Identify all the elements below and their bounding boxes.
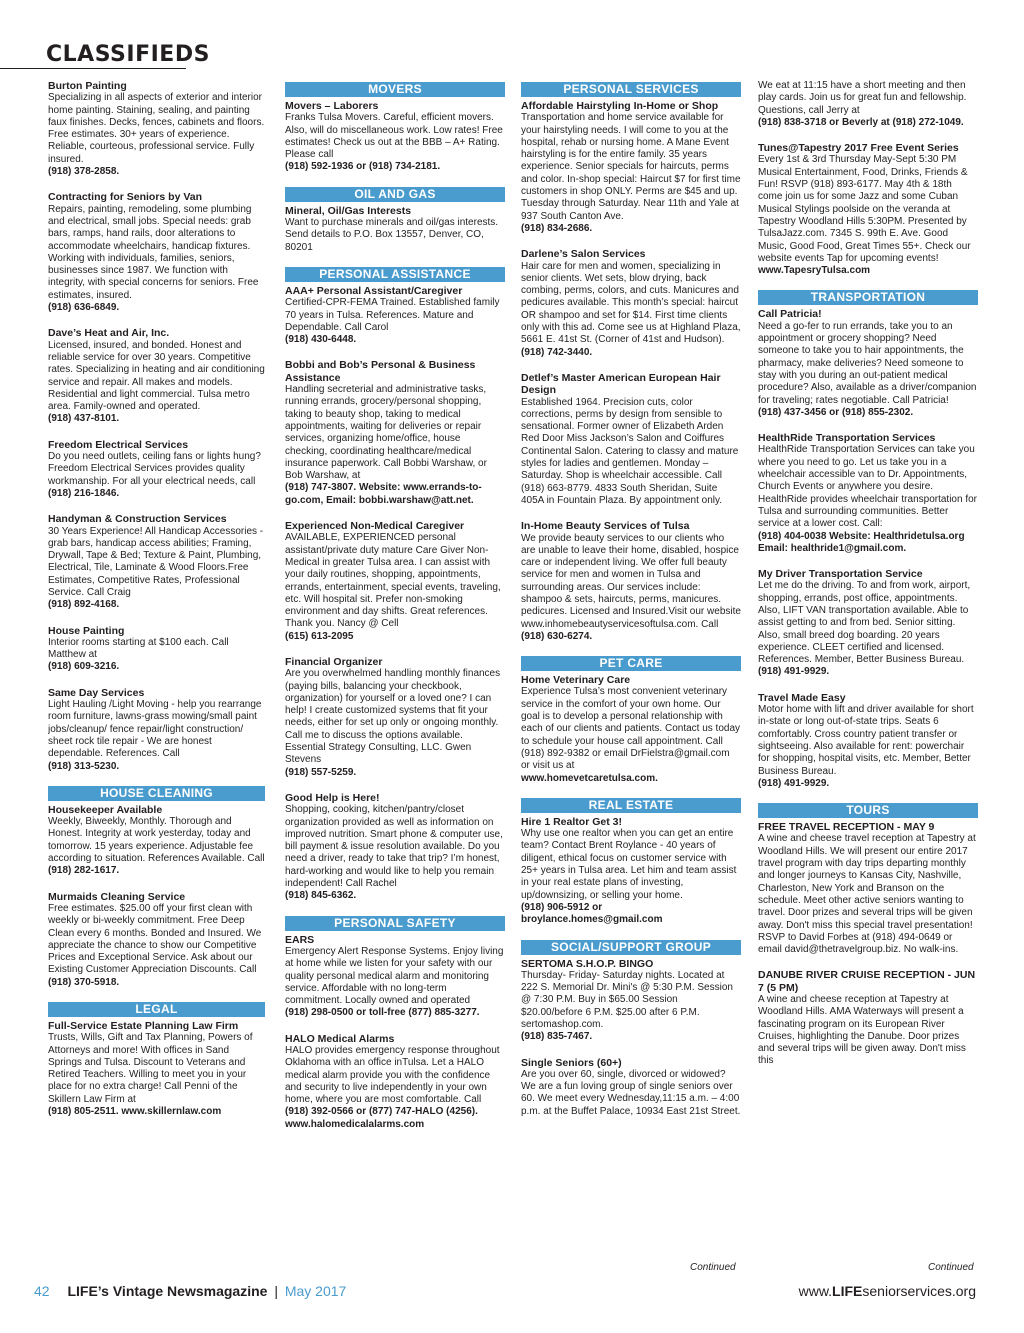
ad-contact: (615) 613-2095 xyxy=(285,630,354,642)
ad-title: Hire 1 Realtor Get 3! xyxy=(521,815,622,828)
ad-body: Light Hauling /Light Moving - help you rearrange room furniture, lawns-grass mowing/small paint jobs/cleanup/ fence repair/light construction/ sheet rock tile repair - We are honest dependable. References. Call xyxy=(48,699,262,760)
ad-contact: (918) 906-5912 or broylance.homes@gmail.com xyxy=(521,901,663,926)
classified-ad xyxy=(285,520,505,643)
ad-title: Freedom Electrical Services xyxy=(48,438,189,451)
website-brand: LIFE xyxy=(832,1283,863,1299)
classified-ad xyxy=(758,568,978,679)
column-4 xyxy=(758,80,978,1260)
ad-title: EARS xyxy=(285,933,315,946)
ad-body: Are you overwhelmed handling monthly finances (paying bills, balancing your checkbook, organization) for yourself or a loved one? I can help! I create customized systems that fit your needs, either for set up only or ongoing monthly. Call me to discuss the options available. Essential Strategy Consulting, LLC. Gwen Stevens xyxy=(285,668,501,766)
classified-ad xyxy=(521,674,741,785)
ad-title: Full-Service Estate Planning Law Firm xyxy=(48,1020,239,1032)
classified-ad xyxy=(521,100,741,235)
ad-title: My Driver Transportation Service xyxy=(758,568,923,581)
classified-ad xyxy=(285,359,505,507)
classified-ad xyxy=(285,285,505,346)
ad-title: Movers – Laborers xyxy=(285,100,379,112)
ad-title: Call Patricia! xyxy=(758,308,822,321)
ad-contact: (918) 313-5230. xyxy=(48,760,120,772)
ad-contact: (918) 437-8101. xyxy=(48,413,120,425)
ad-body: Trusts, Wills, Gift and Tax Planning, Powers of Attorneys and more! With offices in Sand Springs and Tulsa. Discount to Veterans and Retired Teachers. Willing to meet you in your place for no extra charge! Call Penni of the Skillern Law Firm at xyxy=(48,1032,253,1105)
classified-ad xyxy=(48,327,265,425)
classified-ad xyxy=(758,821,978,956)
classified-ad xyxy=(48,191,265,314)
ad-body: Want to purchase minerals and oil/gas interests. Send details to P.O. Box 13557, Denver, CO, 80201 xyxy=(285,217,499,253)
ad-body: Experience Tulsa’s most convenient veterinary service in the comfort of your own home. Our goal is to develop a personal relationship with each of our clients and patients. Contact us today to schedule your house call appointment. Call (918) 892-9382 or email DrFielstra@gmail.com or visit us at xyxy=(521,686,741,772)
ad-contact: (918) 557-5259. xyxy=(285,766,357,778)
ad-contact: (918) 298-0500 or toll-free (877) 885-3277. xyxy=(285,1007,480,1019)
ad-contact: www.TapesryTulsa.com xyxy=(758,265,871,277)
ad-body: Free estimates. $25.00 off your first clean with weekly or bi-weekly commitment. Free Deep Clean every 6 months. Bonded and Insured. We appreciate the chance to show our Competitive Prices and Exceptional Service. Ask about our Existing Customer Appreciation Discounts. Call xyxy=(48,902,262,976)
ad-body: Transportation and home service available for your hairstyling needs. I will come to you at the hospital, rehab or nursing home. A Mane Event hairstyling is for the entire family. 35 years experience. Senior specials for haircuts, perms and color. In-shop special: Haircut $7 for first time customers in shop ONLY. Perms are $45 and up. Tuesday through Saturday. Near 11th and Yale at 937 South Canton Ave. xyxy=(521,112,741,222)
ad-title: DANUBE RIVER CRUISE RECEPTION - JUN 7 (5 PM) xyxy=(758,969,976,994)
classified-ad xyxy=(285,792,505,903)
footer-left xyxy=(34,1283,346,1299)
section-header: SOCIAL/SUPPORT GROUP xyxy=(521,940,741,955)
classified-ad xyxy=(285,205,505,254)
ad-contact: (918) 592-1936 or (918) 734-2181. xyxy=(285,161,441,173)
ad-contact: (918) 892-4168. xyxy=(48,599,120,611)
website-suffix: seniorservices.org xyxy=(862,1283,976,1299)
classified-ad xyxy=(521,372,741,507)
ad-body: Handling secreterial and administrative tasks, running errands, grocery/personal shopping, taking to beauty shop, taking to medical appointments, waiting for deliveries or repair services, organizing home/office, house checking, coordinating healthcare/medical insurance paperwork. Call Bobbi Warshaw, or Bob Warshaw, at xyxy=(285,384,487,482)
classified-ad xyxy=(758,142,978,277)
ad-body: Need a go-fer to run errands, take you to an appointment or grocery shopping? Need someone to take you to hair appointments, the pharmacy, make deliveries? Need someone to stay with you during an out-patient medical procedure? Also, available as a driver/companion for traveling; rates negotiable. Call Patricia! xyxy=(758,320,977,406)
issue-date: May 2017 xyxy=(284,1283,347,1299)
classified-ad xyxy=(48,687,265,773)
ad-contact: (918) 216-1846. xyxy=(48,487,120,499)
ad-title: Murmaids Cleaning Service xyxy=(48,890,186,903)
ad-title: FREE TRAVEL RECEPTION - MAY 9 xyxy=(758,821,935,834)
ad-body: A wine and cheese travel reception at Tapestry at Woodland Hills. We will present our entire 2017 travel program with day trips departing monthly and longer journeys to Kansas City, Nashville, Charleston, New York and Branson on the schedule. Meet other active seniors wanting to travel. Door prizes and several trips will be given away. Don't miss this special travel presentation! RSVP to David Forbes at (918) 494-0649 or email david@thetravelgroup.biz. No walk-ins. xyxy=(758,833,976,956)
ad-contact: www.homevetcaretulsa.com. xyxy=(521,772,658,784)
ad-body: Established 1964. Precision cuts, color corrections, perms by design from sensible to sensational. Former owner of Elizabeth Arden Red Door Miss Jackson’s Salon and Coiffures Continental Salon. Catering to classy and mature styles for ladies and gentlemen. Monday – Saturday. Shop is wheelchair accessible. Call (918) 663-8779. 4833 South Sheridan, Suite 405A in Fountain Plaza. By appointment only. xyxy=(521,396,739,506)
ad-contact: (918) 437-3456 or (918) 855-2302. xyxy=(758,406,914,418)
ad-contact: (918) 742-3440. xyxy=(521,346,593,358)
classified-ad xyxy=(758,969,978,1067)
ad-body: AVAILABLE, EXPERIENCED personal assistant/private duty mature Care Giver Non-Medical in greater Tulsa area. I can assist with your daily routines, shopping, appointments, errands, entertainment, special events, traveling, etc. Will hospital sit. Prefer non-smoking environment and day shifts. Great references. Thank you. Nancy @ Cell xyxy=(285,532,501,630)
ad-title: Home Veterinary Care xyxy=(521,674,631,687)
classified-ad xyxy=(285,656,505,779)
section-header: PERSONAL SAFETY xyxy=(285,916,505,931)
ad-body: Motor home with lift and driver available for short in-state or long out-of-state trips. Seats 6 comfortably. Cross country patient transfer or sightseeing. Also available for rent: powerchair for shopping, hospital visits, etc. Member, Better Business Bureau. xyxy=(758,704,974,777)
classified-ad xyxy=(758,80,978,129)
ad-contact: (918) 491-9929. xyxy=(758,777,830,789)
ad-title: Darlene’s Salon Services xyxy=(521,248,646,261)
ad-contact: (918) 430-6448. xyxy=(285,334,357,346)
ad-title: Tunes@Tapestry 2017 Free Event Series xyxy=(758,142,959,155)
classified-ad xyxy=(48,804,265,878)
ad-contact: (918) 845-6362. xyxy=(285,890,357,902)
magazine-name: LIFE’s Vintage Newsmagazine xyxy=(67,1283,268,1299)
ad-contact: (918) 378-2858. xyxy=(48,166,120,178)
ad-title: Detlef’s Master American European Hair Design xyxy=(521,371,721,397)
ad-body: A wine and cheese reception at Tapestry at Woodland Hills. AMA Waterways will present a fascinating program on its European River Cruises, highlighting the Danube. Door prizes and several trips will be given away. Don't miss this xyxy=(758,994,966,1067)
title-rule xyxy=(0,68,186,69)
ad-title: Travel Made Easy xyxy=(758,691,846,704)
ad-title: House Painting xyxy=(48,624,125,637)
ad-body: Licensed, insured, and bonded. Honest and reliable service for over 30 years. Competitive rates. Specializing in heating and air conditioning service and repair. All makes and models. Residential and light commercial. Tulsa metro area. Family-owned and operated. xyxy=(48,339,265,413)
ad-title: Affordable Hairstyling In-Home or Shop xyxy=(521,100,719,112)
classified-ad xyxy=(285,934,505,1020)
classified-ad xyxy=(521,958,741,1044)
classified-ad xyxy=(48,80,265,178)
classified-ad xyxy=(521,1057,741,1118)
ad-title: Dave’s Heat and Air, Inc. xyxy=(48,327,170,340)
ad-body: Are you over 60, single, divorced or widowed? We are a fun loving group of single seniors over 60. We meet every Wednesday,11:15 a.m. – 4:00 p.m. at the Buffet Palace, 10934 East 21st Street. xyxy=(521,1068,741,1117)
classified-ad xyxy=(758,308,978,419)
classified-ad xyxy=(48,625,265,674)
section-header: TRANSPORTATION xyxy=(758,290,978,305)
ad-title: HALO Medical Alarms xyxy=(285,1032,395,1045)
ad-body: Interior rooms starting at $100 each. Call Matthew at xyxy=(48,636,229,661)
ad-body: Hair care for men and women, specializing in senior clients. Wet sets, blow drying, back combing, perms, colors, and cuts. Manicures and pedicures available. This month’s special: haircut OR shampoo and set for $14. First time clients only with this ad. Come see us at Highland Plaza, 5661 E. 41st St. (Corner of 41st and Hudson). xyxy=(521,260,741,346)
section-header: OIL AND GAS xyxy=(285,187,505,202)
section-header: TOURS xyxy=(758,803,978,818)
classified-ad xyxy=(521,816,741,927)
ad-contact: (918) 630-6274. xyxy=(521,630,593,642)
section-header: MOVERS xyxy=(285,82,505,97)
ad-contact: (918) 609-3216. xyxy=(48,661,120,673)
ad-title: SERTOMA S.H.O.P. BINGO xyxy=(521,957,654,970)
ad-body: Every 1st & 3rd Thursday May-Sept 5:30 PM Musical Entertainment, Food, Drinks, Friends & Fun! RSVP (918) 893-6177. May 4th & 18th come join us for some Jazz and some Cuban Musical Stylings poolside on the veranda at Tapestry Woodland Hills 5:30PM. Presented by TulsaJazz.com. 7345 S. 99th E. Ave. Good Music, Good Food, Great Times 55+. Check our website events Tap for upcoming events! xyxy=(758,154,971,264)
ad-body: We eat at 11:15 have a short meeting and then play cards. Join us for great fun and fellowship. Questions, call Jerry at xyxy=(758,80,967,116)
ad-title: Handyman & Construction Services xyxy=(48,513,227,526)
continued-label: Continued xyxy=(928,1262,974,1273)
ad-body: Specializing in all aspects of exterior and interior home painting. Staining, sealing, and painting faux finishes. Decks, fences, cabinets and floors. Free estimates. 30+ years of experience. Reliable, courteous, professional service. Fully insured. xyxy=(48,92,265,165)
ad-body: Shopping, cooking, kitchen/pantry/closet organization provided as well as information on improved nutrition. Smart phone & computer use, bill payment & issue resolution available. Do you need a driver, ready to take that trip? I’m honest, hard-working and would like to help you remain independent! Call Rachel xyxy=(285,804,503,890)
ad-body: We provide beauty services to our clients who are unable to leave their home, disabled, hospice care or independent living. We offer full beauty service for men and women in Tulsa and surrounding areas. Our services include: shampoo & sets, haircuts, perms, manicures. pedicures. Licensed and Insured.Visit our website www.inhomebeautyservicesoftulsa.com. Call xyxy=(521,532,741,630)
ad-contact: (918) 370-5918. xyxy=(48,976,120,988)
classified-ad xyxy=(48,439,265,500)
classified-ad xyxy=(521,520,741,643)
classified-ad xyxy=(285,100,505,174)
ad-body: Thursday- Friday- Saturday nights. Located at 222 S. Memorial Dr. Mini's @ 5:30 P.M. Session @ 7:30 P.M. Buy in $65.00 Session $20.00/before 6 P.M. $25.00 after 6 P.M. sertomashop.com. xyxy=(521,969,733,1030)
classified-ad xyxy=(285,1033,505,1131)
classified-ad xyxy=(758,432,978,555)
ad-title: In-Home Beauty Services of Tulsa xyxy=(521,520,690,533)
classified-ad xyxy=(758,692,978,790)
ad-body: Franks Tulsa Movers. Careful, efficient movers. Also, will do miscellaneous work. Low rates! Free estimates! Check us out at the BBB – A+ Rating. Please call xyxy=(285,112,503,161)
column-3 xyxy=(521,80,741,1260)
ad-contact: (918) 747-3807. Website: www.errands-to-go.com, Email: bobbi.warshaw@att.net. xyxy=(285,482,482,506)
section-header: PERSONAL SERVICES xyxy=(521,82,741,97)
ad-body: Do you need outlets, ceiling fans or lights hung? Freedom Electrical Services provides quality workmanship. For all your electrical needs, call xyxy=(48,451,261,487)
classified-ad xyxy=(48,1020,265,1118)
ad-body: Let me do the driving. To and from work, airport, shopping, errands, post office, appointments. Also, LIFT VAN transportation available. Able to assist getting to and from bed. Senior sitting. Also, small breed dog boarding. 20 years experience. CLEET certified and licensed. References. Member, Better Business Bureau. xyxy=(758,580,971,666)
ad-body: 30 Years Experience! All Handicap Accessories - grab bars, handicap access abilities; Framing, Drywall, Tape & Bed; Texture & Paint, Plumbing, Electrical, Tile, Laminate & Wood Floors.Free Estimates, Competitive Rates, Professional Service. Call Craig xyxy=(48,525,264,598)
ad-title: Bobbi and Bob’s Personal & Business Assistance xyxy=(285,359,476,384)
ad-title: HealthRide Transportation Services xyxy=(758,432,936,445)
ad-title: Same Day Services xyxy=(48,686,145,699)
ad-body: Emergency Alert Response Systems. Enjoy living at home while we listen for your safety with our quality personal medical alarm and monitoring service. Affordable with no long-term commitment. Locally owned and operated xyxy=(285,945,504,1007)
page-number: 42 xyxy=(34,1283,50,1299)
ad-body: Weekly, Biweekly, Monthly. Thorough and Honest. Integrity at work yesterday, today and tomorrow. 15 years experience. Adjustable fee according to situation. References Available. Call xyxy=(48,816,265,865)
ad-contact: (918) 838-3718 or Beverly at (918) 272-1049. xyxy=(758,116,964,128)
ad-contact: (918) 636-6849. xyxy=(48,302,120,314)
ad-contact: (918) 392-0566 or (877) 747-HALO (4256). www.halomedicalalarms.com xyxy=(285,1106,478,1130)
footer-website[interactable] xyxy=(799,1283,976,1299)
section-header: LEGAL xyxy=(48,1002,265,1017)
ad-contact: (918) 835-7467. xyxy=(521,1031,593,1043)
ad-title: AAA+ Personal Assistant/Caregiver xyxy=(285,284,463,297)
section-header: PERSONAL ASSISTANCE xyxy=(285,267,505,282)
ad-body: Why use one realtor when you can get an entire team? Contact Brent Roylance - 40 years of diligent, ethical focus on customer service with 25+ years in Tulsa area. Let him and team assist in your real estate plans of investing, up/downsizing, or selling your home. xyxy=(521,828,737,901)
ad-contact: (918) 282-1617. xyxy=(48,865,120,877)
ad-title: Single Seniors (60+) xyxy=(521,1056,622,1069)
classified-ad xyxy=(521,248,741,359)
ad-title: Good Help is Here! xyxy=(285,791,380,804)
ad-title: Experienced Non-Medical Caregiver xyxy=(285,520,465,533)
column-2 xyxy=(285,80,505,1260)
footer-separator: | xyxy=(274,1283,278,1299)
ad-title: Financial Organizer xyxy=(285,655,383,668)
ad-contact: (918) 834-2686. xyxy=(521,222,593,234)
continued-label: Continued xyxy=(690,1262,736,1273)
column-1 xyxy=(48,80,265,1260)
ad-title: Contracting for Seniors by Van xyxy=(48,191,203,204)
ad-body: Certified-CPR-FEMA Trained. Established family 70 years in Tulsa. References. Mature and Dependable. Call Carol xyxy=(285,297,500,333)
ad-body: HealthRide Transportation Services can take you where you need to go. Let us take you in a wheelchair accessible van to Dr. Appointments, Church Events or anywhere you desire. HealthRide provides wheelchair transportation for Tulsa and surrounding communities. Better service at a lower cost. Call: xyxy=(758,444,978,530)
page-title: CLASSIFIEDS xyxy=(46,42,210,67)
ad-title: Mineral, Oil/Gas Interests xyxy=(285,204,412,217)
ad-title: Housekeeper Available xyxy=(48,803,163,816)
section-header: PET CARE xyxy=(521,656,741,671)
ad-body: HALO provides emergency response throughout Oklahoma with an office inTulsa. Let a HALO medical alarm provide you with the confidence and security to live independently in your own home, where you are most comfortable. Call xyxy=(285,1045,500,1106)
section-header: HOUSE CLEANING xyxy=(48,786,265,801)
ad-contact: (918) 491-9929. xyxy=(758,666,830,678)
ad-body: Repairs, painting, remodeling, some plumbing and electrical, small jobs. Special needs: grab bars, ramps, hand rails, door alterations to accommodate wheelchairs, handicap fixtures. Working with individuals, families, seniors, businesses since 1987. We function with integrity, with special concerns for seniors. Free estimates, insured. xyxy=(48,203,259,301)
classified-ad xyxy=(48,513,265,611)
ad-title: Burton Painting xyxy=(48,80,127,92)
website-prefix: www. xyxy=(798,1283,833,1299)
classified-ad xyxy=(48,891,265,989)
section-header: REAL ESTATE xyxy=(521,798,741,813)
ad-contact: (918) 805-2511. www.skillernlaw.com xyxy=(48,1106,222,1118)
ad-contact: (918) 404-0038 Website: Healthridetulsa.org Email: healthride1@gmail.com. xyxy=(758,530,965,554)
